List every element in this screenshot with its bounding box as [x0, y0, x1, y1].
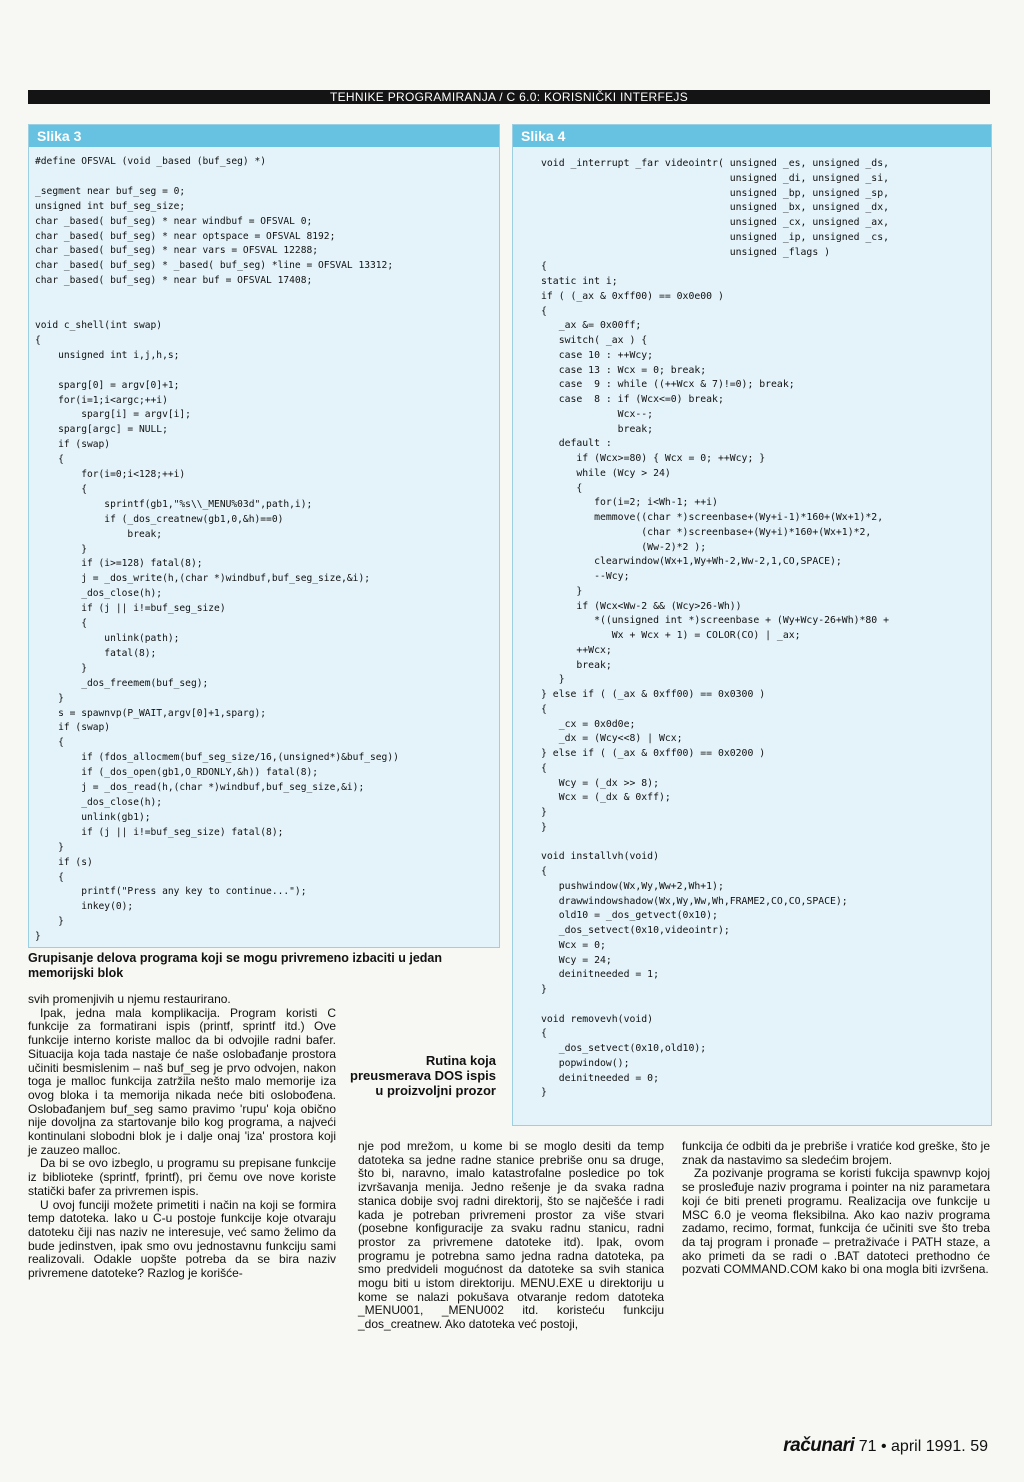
section-header: TEHNIKE PROGRAMIRANJA / C 6.0: KORISNIČKI INTERFEJS	[28, 90, 990, 104]
paragraph: U ovoj funciji možete primetiti i način na koji se formira temp datoteka. Iako u C-u postoje funkcije koje otvaraju datoteku čiji nas naziv ne interesuje, već samo želimo da bude jedinstven, ipak smo ovu jednostavnu funkciju sami realizovali. Odakle uopšte potreba da se bira naziv privremene datoteke? Razlog je korišće-	[28, 1197, 336, 1281]
paragraph: Da bi se ovo izbeglo, u programu su prepisane funkcije iz biblioteke (sprintf, fprintf), pri čemu ove nove koriste statički bafer za privremen ispis.	[28, 1156, 336, 1198]
paragraph: svih promenjivih u njemu restaurirano.	[28, 992, 231, 1006]
figure-4-label: Slika 4	[513, 125, 991, 147]
figure-3-code: #define OFSVAL (void _based (buf_seg) *) _segment near buf_seg = 0; unsigned int buf_seg_size; char _based( buf_seg) * near windbuf = OFSVAL 0; char _based( buf_seg) * near optspace = OFSVAL 8192; char _based( buf_seg) * near vars = OFSVAL 12288; char _based( buf_seg) * _based( buf_seg) *line = OFSVAL 13312; char _based( buf_seg) * near buf = OFSVAL 17408; void c_shell(int swap) { unsigned int i,j,h,s; sparg[0] = argv[0]+1; for(i=1;i<argc;++i) sparg[i] = argv[i]; sparg[argc] = NULL; if (swap) { for(i=0;i<128;++i) { sprintf(gb1,"%s\\_MENU%03d",path,i); if (_dos_creatnew(gb1,0,&h)==0) break; } if (i>=128) fatal(8); j = _dos_write(h,(char *)windbuf,buf_seg_size,&i); _dos_close(h); if (j || i!=buf_seg_size) { unlink(path); fatal(8); } _dos_freemem(buf_seg); } s = spawnvp(P_WAIT,argv[0]+1,sparg); if (swap) { if (fdos_allocmem(buf_seg_size/16,(unsigned*)&buf_seg)) if (_dos_open(gb1,O_RDONLY,&h)) fatal(8); j = _dos_read(h,(char *)windbuf,buf_seg_size,&i); _dos_close(h); unlink(gb1); if (j || i!=buf_seg_size) fatal(8); } if (s) { printf("Press any key to continue..."); inkey(0); } }	[35, 156, 399, 943]
figure-4-code: void _interrupt _far videointr( unsigned _es, unsigned _ds, unsigned _di, unsigned _si, unsigned _bp, unsigned _sp, unsigned _bx, unsigned _dx, unsigned _cx, unsigned _ax, unsigned _ip, unsigned _cs, unsigned _flags ) { static int i; if ( (_ax & 0xff00) == 0x0e00 ) { _ax &= 0x00ff; switch( _ax ) { case 10 : ++Wcy; case 13 : Wcx = 0; break; case 9 : while ((++Wcx & 7)!=0); break; case 8 : if (Wcx<=0) break; Wcx--; break; default : if (Wcx>=80) { Wcx = 0; ++Wcy; } while (Wcy > 24) { for(i=2; i<Wh-1; ++i) memmove((char *)screenbase+(Wy+i-1)*160+(Wx+1)*2, (char *)screenbase+(Wy+i)*160+(Wx+1)*2, (Ww-2)*2 ); clearwindow(Wx+1,Wy+Wh-2,Ww-2,1,CO,SPACE); --Wcy; } if (Wcx<Ww-2 && (Wcy>26-Wh)) *((unsigned int *)screenbase + (Wy+Wcy-26+Wh)*80 + Wx + Wcx + 1) = COLOR(CO) | _ax; ++Wcx; break; } } else if ( (_ax & 0xff00) == 0x0300 ) { _cx = 0x0d0e; _dx = (Wcy<<8) | Wcx; } else if ( (_ax & 0xff00) == 0x0200 ) { Wcy = (_dx >> 8); Wcx = (_dx & 0xff); } } void installvh(void) { pushwindow(Wx,Wy,Ww+2,Wh+1); drawwindowshadow(Wx,Wy,Ww,Wh,FRAME2,CO,CO,SPACE); old10 = _dos_getvect(0x10); _dos_setvect(0x10,videointr); Wcx = 0; Wcy = 24; deinitneeded = 1; } void removevh(void) { _dos_setvect(0x10,old10); popwindow(); deinitneeded = 0; }	[541, 158, 889, 1099]
page-footer	[783, 1435, 988, 1457]
figure-3-caption: Grupisanje delova programa koji se mogu privremeno izbaciti u jedan memorijski blok	[28, 951, 442, 980]
magazine-brand: računari	[783, 1435, 855, 1456]
figure-4-box	[512, 124, 992, 1126]
issue-number: 71	[858, 1438, 877, 1455]
figure-3-box	[28, 124, 500, 948]
paragraph: nje pod mrežom, u kome bi se moglo desiti da temp datoteka sa jedne radne stanice prebriše onu sa druge, što bi, naravno, imalo katastrofalne posledice po tok izvršavanja menija. Jedno rešenje je da svaka radna stanica dobije svoj radni direktorij, što se najčešće i radi kada je potreban privremeni prostor za više stvari (posebne konfiguracije za svaku radnu stanicu, radni prostor za privremene datoteke itd). Ipak, ovom programu je potrebna samo jedna radna datoteka, pa smo predvideli mogućnost da datoteke sa svih stanica mogu biti u istom direktoriju. MENU.EXE u direktoriju u kome se nalazi pokušava otvaranje redom datoteka _MENU001, _MENU002 itd. koristeću funkciju _dos_creatnew. Ako datoteka već postoji,	[358, 1139, 664, 1332]
figure-3-label: Slika 3	[29, 125, 499, 147]
figure-4-caption: Rutina koja preusmerava DOS ispis u proizvoljni prozor	[350, 1053, 496, 1098]
text-column-3	[682, 1140, 990, 1277]
issue-date: april 1991.	[891, 1438, 966, 1455]
footer-separator: •	[880, 1438, 887, 1455]
text-column-2	[358, 1140, 664, 1332]
paragraph: funkcija će odbiti da je prebriše i vratiće kod greške, što je znak da nastavimo sa sledećim brojem.	[682, 1139, 990, 1167]
paragraph: Ipak, jedna mala komplikacija. Program koristi C funkcije za formatirani ispis (printf, sprintf itd.) Ove funkcije interno koriste malloc da bi odvojile radni bafer. Situacija koja tada nastaje će naše oslobađanje prostora učiniti besmislenim – naš buf_seg je prvo odvojen, nakon toga je malloc funkcija zatržila nešto malo memorije iza ovog bloka i ta memorija nikada neće biti oslobođena. Oslobađanjem buf_seg samo pravimo 'rupu' koja obično nije dovoljna za startovanje bilo kog programa, a najveći kontinulani slobodni blok je i dalje onaj 'iza' prostora koji je zauzeo malloc.	[28, 1005, 336, 1157]
text-column-1	[28, 993, 336, 1281]
paragraph: Za pozivanje programa se koristi fukcija spawnvp kojoj se prosleđuje naziv programa i pointer na niz parametara koji će biti preneti programu. Realizacija ove funkcije u MSC 6.0 je veoma fleksibilna. Ako kao naziv programa zadamo, recimo, format, funkcija će učiniti sve što treba da taj program i pronađe – pretraživaće i PATH staze, a ako primeti da se radi o .BAT datoteci prethodno će pozvati COMMAND.COM kako bi ona mogla biti izvršena.	[682, 1166, 990, 1277]
page-number: 59	[970, 1438, 988, 1455]
